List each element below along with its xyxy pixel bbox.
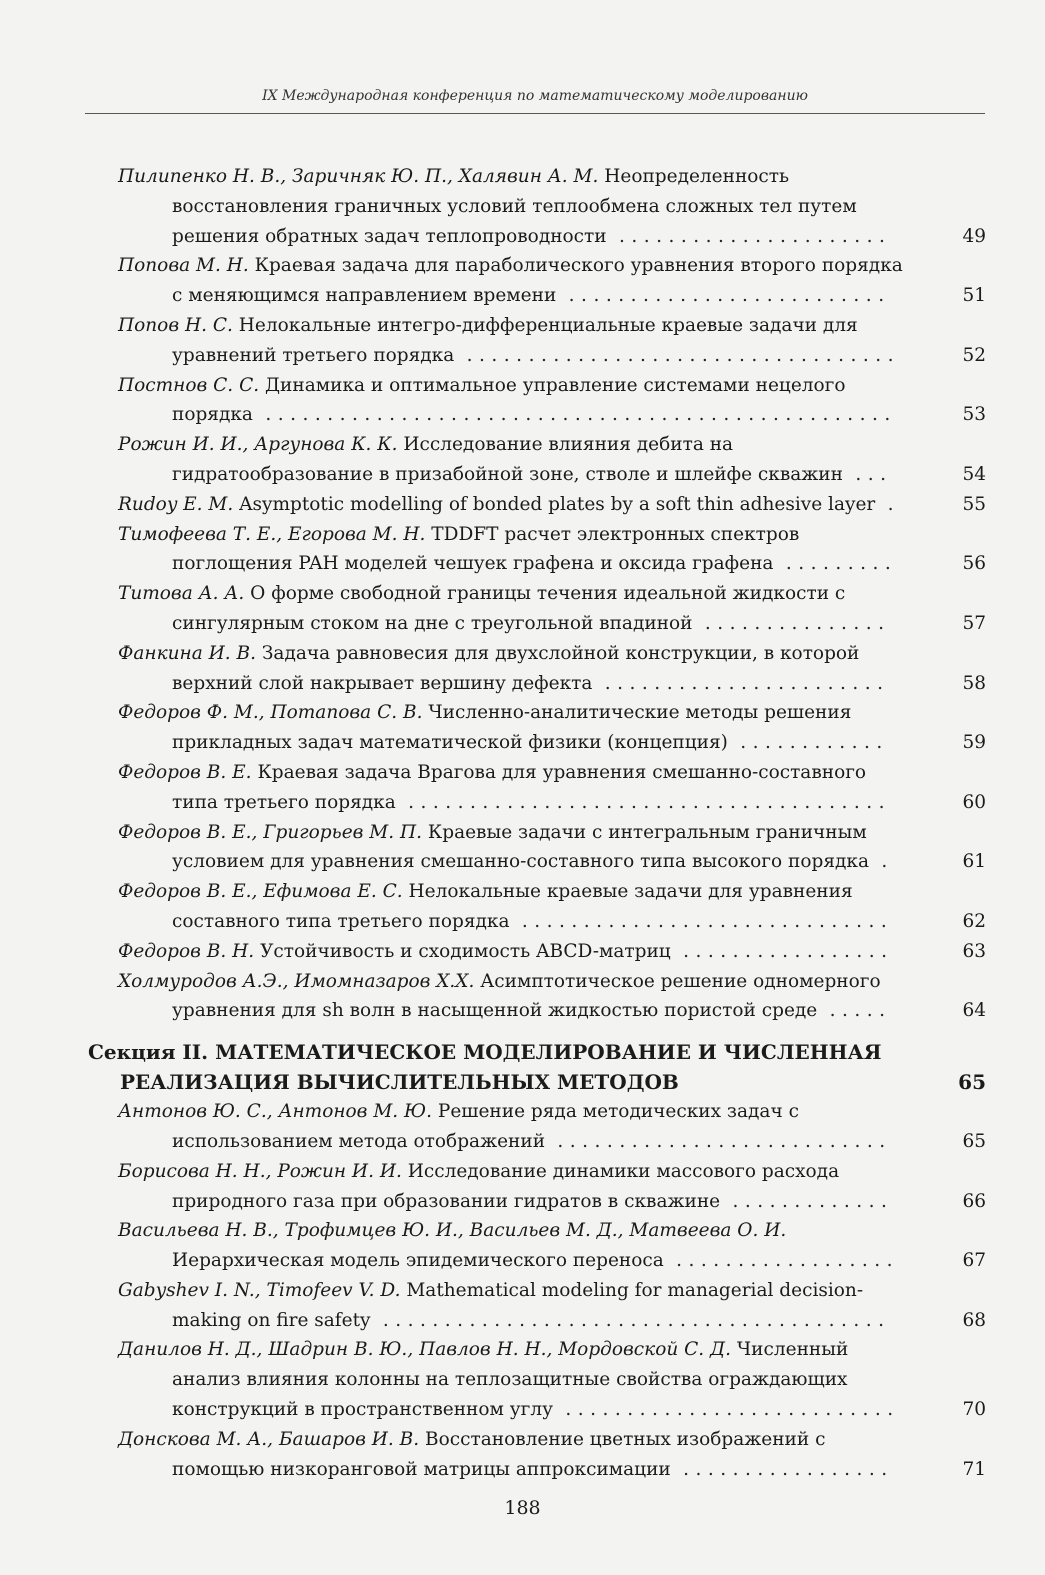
toc-entry-page-number: 60 (962, 791, 986, 813)
toc-entry[interactable] (118, 579, 986, 639)
toc-entry-title: Краевые задачи с интегральным граничным условием для уравнения смешанно-составного типа высокого порядка (172, 821, 869, 873)
section-page-number: 65 (958, 1069, 986, 1094)
toc-entry-text (118, 490, 986, 520)
toc-entry-page-number: 71 (962, 1458, 986, 1480)
dot-leader: ..... (817, 1000, 892, 1022)
dot-leader: ......................................... (370, 1309, 891, 1331)
toc-entry-text (118, 1335, 986, 1424)
toc-entry-authors: Федоров В. Е., Ефимова Е. С. (118, 881, 403, 903)
toc-entry-title: Нелокальные интегро-дифференциальные краевые задачи для уравнений третьего порядка (172, 314, 858, 366)
toc-entry-title: Нелокальные краевые задачи для уравнения составного типа третьего порядка (172, 881, 853, 932)
toc-entry-text (118, 937, 986, 967)
toc-entry[interactable] (118, 1216, 986, 1276)
toc-entry[interactable] (118, 251, 986, 311)
dot-leader: .............................. (509, 910, 894, 932)
toc-entry-page-number: 70 (962, 1399, 986, 1421)
toc-entry[interactable] (118, 1335, 986, 1424)
toc-entry[interactable] (118, 430, 986, 490)
toc-entry[interactable] (118, 1157, 986, 1217)
toc-entry-authors: Тимофеева Т. Е., Егорова М. Н. (118, 523, 426, 545)
toc-group-section-1 (118, 162, 986, 1026)
toc-entry-title: Исследование влияния дебита на гидратообразование в призабойной зоне, стволе и шлейфе скважин (172, 434, 843, 485)
dot-leader: . (875, 493, 900, 515)
toc-entry-text (118, 520, 986, 580)
toc-entry[interactable] (118, 371, 986, 431)
dot-leader: .................. (663, 1250, 900, 1272)
toc-group-section-2 (118, 1097, 986, 1484)
toc-entry[interactable] (118, 937, 986, 967)
toc-entry-title: Численный анализ влияния колонны на теплозащитные свойства ограждающих конструкций в пространственном углу (172, 1339, 849, 1421)
dot-leader: ... (842, 463, 893, 485)
toc-entry-text (118, 877, 986, 937)
toc-entry-text (118, 371, 986, 431)
toc-entry-authors: Федоров В. Е., Григорьев М. П. (118, 821, 423, 843)
toc-entry-text (118, 430, 986, 490)
toc-entry[interactable] (118, 311, 986, 371)
toc-entry-authors: Попов Н. С. (118, 314, 233, 336)
toc-entry[interactable] (118, 639, 986, 699)
toc-entry-authors: Васильева Н. В., Трофимцев Ю. И., Васильев М. Д., Матвеева О. И. (118, 1220, 787, 1242)
toc-entry-title: Краевая задача Врагова для уравнения смешанно-составного типа третьего порядка (172, 761, 867, 813)
toc-entry-title: Асимптотическое решение одномерного уравнения для sh волн в насыщенной жидкостью пористой среде (172, 970, 881, 1022)
toc-entry-text (118, 698, 986, 758)
toc-entry-page-number: 62 (962, 910, 986, 932)
toc-entry-title: Краевая задача для параболического уравнения второго порядка с меняющимся направлением времени (172, 255, 903, 307)
toc-entry-title: Устойчивость и сходимость ABCD-матриц (260, 940, 671, 962)
toc-entry[interactable] (118, 877, 986, 937)
toc-entry-title: Численно-аналитические методы решения прикладных задач математической физики (концепция) (172, 702, 852, 754)
toc-entry[interactable] (118, 1425, 986, 1485)
dot-leader: .......................... (556, 285, 891, 307)
toc-entry-page-number: 65 (962, 1130, 986, 1152)
toc-entry[interactable] (118, 698, 986, 758)
toc-entry[interactable] (118, 1097, 986, 1157)
toc-entry-authors: Попова М. Н. (118, 255, 249, 277)
toc-entry[interactable] (118, 758, 986, 818)
running-header: IX Международная конференция по математическому моделированию (262, 88, 808, 104)
toc-entry-text (118, 1157, 986, 1217)
toc-entry-authors: Титова А. А. (118, 583, 245, 605)
toc-entry-page-number: 49 (962, 225, 986, 247)
section-title: Секция II. МАТЕМАТИЧЕСКОЕ МОДЕЛИРОВАНИЕ И ЧИСЛЕННАЯ РЕАЛИЗАЦИЯ ВЫЧИСЛИТЕЛЬНЫХ МЕТОДОВ (88, 1040, 882, 1094)
dot-leader: ................. (670, 1458, 894, 1480)
toc-entry-page-number: 64 (962, 1000, 986, 1022)
toc-entry-title: Mathematical modeling for managerial decision-making on fire safety (172, 1279, 864, 1331)
toc-entry-page-number: 53 (962, 404, 986, 426)
dot-leader: ........................... (553, 1399, 900, 1421)
dot-leader: ........................... (545, 1130, 892, 1152)
toc-entry-authors: Борисова Н. Н., Рожин И. И. (118, 1160, 402, 1182)
toc-entry-title: Решение ряда методических задач с использованием метода отображений (172, 1101, 799, 1152)
toc-entry[interactable] (118, 520, 986, 580)
toc-entry-authors: Данилов Н. Д., Шадрин В. Ю., Павлов Н. Н., Мордовской С. Д. (118, 1339, 731, 1361)
toc-entry-authors: Фанкина И. В. (118, 642, 257, 664)
dot-leader: ............ (727, 732, 889, 754)
toc-entry-page-number: 56 (962, 553, 986, 575)
toc-entry-title: Восстановление цветных изображений с помощью низкоранговой матрицы аппроксимации (172, 1428, 826, 1480)
dot-leader: ......... (773, 553, 898, 575)
dot-leader: ................. (670, 940, 894, 962)
table-of-contents (88, 162, 986, 1484)
toc-entry-title: Исследование динамики массового расхода природного газа при образовании гидратов в скважине (172, 1160, 840, 1212)
toc-entry-page-number: 68 (962, 1309, 986, 1331)
dot-leader: ................................................... (252, 404, 897, 426)
toc-entry-text (118, 818, 986, 878)
toc-entry[interactable] (118, 490, 986, 520)
toc-entry[interactable] (118, 818, 986, 878)
toc-entry-page-number: 57 (962, 612, 986, 634)
toc-entry-authors: Федоров В. Е. (118, 761, 252, 783)
toc-entry-authors: Донскова М. А., Башаров И. В. (118, 1428, 420, 1450)
toc-entry-text (118, 311, 986, 371)
dot-leader: ............... (692, 612, 891, 634)
toc-entry-authors: Федоров В. Н. (118, 940, 255, 962)
toc-entry-text (118, 1276, 986, 1336)
toc-entry-title: TDDFT расчет электронных спектров поглощения PAH моделей чешуек графена и оксида графена (172, 523, 800, 575)
toc-entry-page-number: 52 (962, 344, 986, 366)
toc-entry-authors: Рожин И. И., Аргунова К. К. (118, 434, 398, 456)
dot-leader: . (868, 851, 894, 873)
toc-entry-authors: Rudoy E. M. (118, 493, 234, 515)
toc-entry-title: Задача равновесия для двухслойной конструкции, в которой верхний слой накрывает вершину дефекта (172, 642, 860, 694)
toc-entry-authors: Gabyshev I. N., Timofeev V. D. (118, 1279, 401, 1301)
toc-entry-text (118, 579, 986, 639)
toc-entry-text (118, 967, 986, 1027)
toc-entry-authors: Холмуродов А.Э., Имомназаров Х.Х. (118, 970, 475, 992)
toc-entry-page-number: 58 (962, 672, 986, 694)
toc-entry-page-number: 59 (962, 732, 986, 754)
toc-entry[interactable] (118, 1276, 986, 1336)
toc-entry-page-number: 61 (962, 851, 986, 873)
toc-entry-text (118, 1425, 986, 1485)
toc-entry-title: Иерархическая модель эпидемического переноса (172, 1250, 664, 1272)
toc-entry-authors: Федоров Ф. М., Потапова С. В. (118, 702, 423, 724)
toc-entry-title: Динамика и оптимальное управление системами нецелого порядка (172, 374, 846, 426)
toc-entry-authors: Постнов С. С. (118, 374, 260, 396)
toc-entry-authors: Антонов Ю. С., Антонов М. Ю. (118, 1101, 432, 1123)
header-rule (85, 113, 985, 114)
toc-entry-text (118, 758, 986, 818)
toc-entry-text (118, 639, 986, 699)
toc-entry-page-number: 66 (962, 1190, 986, 1212)
toc-entry-text (118, 1097, 986, 1157)
toc-entry-authors: Пилипенко Н. В., Заричняк Ю. П., Халявин А. М. (118, 166, 599, 187)
section-heading[interactable] (88, 1038, 986, 1097)
toc-entry-page-number: 67 (962, 1250, 986, 1272)
toc-entry-text (118, 1216, 986, 1276)
dot-leader: ............. (720, 1190, 894, 1212)
toc-entry-title: Asymptotic modelling of bonded plates by a soft thin adhesive layer (239, 493, 876, 515)
toc-entry-page-number: 51 (962, 285, 986, 307)
page-number: 188 (504, 1497, 541, 1519)
toc-entry[interactable] (118, 967, 986, 1027)
toc-entry-page-number: 55 (962, 493, 986, 515)
dot-leader: ................................... (454, 344, 900, 366)
toc-entry-page-number: 63 (962, 940, 986, 962)
dot-leader: ....................................... (395, 791, 891, 813)
toc-entry-text (118, 251, 986, 311)
dot-leader: ....................... (592, 672, 890, 694)
toc-entry-title: О форме свободной границы течения идеальной жидкости с сингулярным стоком на дне с треугольной впадиной (172, 583, 846, 634)
toc-entry-page-number: 54 (962, 463, 986, 485)
dot-leader: ...................... (606, 225, 892, 247)
toc-entry-title: Неопределенность восстановления граничных условий теплообмена сложных тел путем решения обратных задач теплопроводности (172, 166, 857, 247)
toc-entry-text (118, 162, 986, 251)
toc-entry[interactable] (118, 162, 986, 251)
